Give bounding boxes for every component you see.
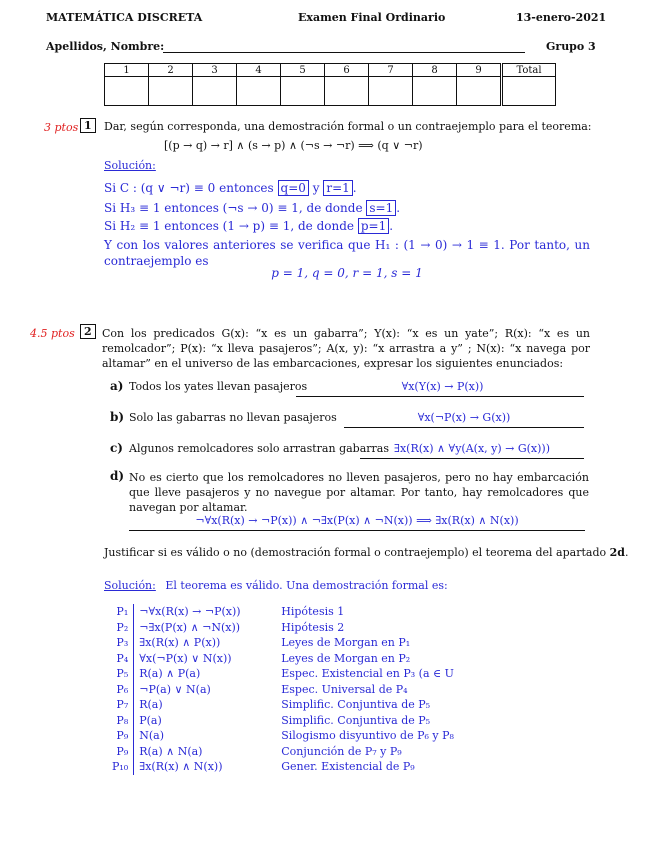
q2d-answer: ¬∀x(R(x) → ¬P(x)) ∧ ¬∃x(P(x) ∧ ¬N(x)) ⟹ ∃x(R(x) ∧ N(x)) bbox=[195, 514, 519, 527]
proof-justification: Hipótesis 2 bbox=[281, 620, 345, 634]
grade-col-header: 6 bbox=[325, 64, 369, 77]
proof-step: ¬∃x(P(x) ∧ ¬N(x)) bbox=[139, 620, 241, 634]
exam-title: Examen Final Ordinario bbox=[298, 11, 446, 24]
proof-row bbox=[108, 682, 458, 698]
proof-row bbox=[108, 713, 458, 729]
proof-justification: Hipótesis 1 bbox=[281, 605, 345, 618]
q2-number-box: 2 bbox=[80, 324, 96, 339]
name-line bbox=[163, 52, 525, 53]
proof-justification: Leyes de Morgan en P₂ bbox=[281, 651, 411, 665]
proof-justification: Espec. Existencial en P₃ (a ∈ U bbox=[281, 667, 454, 680]
grade-col-header: 9 bbox=[457, 64, 502, 77]
q2-justify: Justificar si es válido o no (demostración formal o contraejemplo) el teorema del apartado 2d. bbox=[104, 546, 629, 559]
proof-index: P₄ bbox=[108, 651, 134, 667]
proof-justification: Simplific. Conjuntiva de P₅ bbox=[281, 698, 431, 711]
proof-index: P₁ bbox=[108, 604, 134, 620]
course-title: MATEMÁTICA DISCRETA bbox=[46, 11, 203, 24]
proof-justification: Simplific. Conjuntiva de P₅ bbox=[281, 713, 431, 727]
proof-index: P₉ bbox=[108, 728, 134, 744]
proof-index: P₉ bbox=[108, 744, 134, 760]
proof-justification: Conjunción de P₇ y P₉ bbox=[281, 744, 402, 758]
q1-box-r: r=1 bbox=[323, 180, 352, 196]
q2c-line bbox=[360, 458, 584, 459]
q2b-line bbox=[344, 427, 584, 428]
grade-cell bbox=[105, 77, 149, 106]
q2c-answer: ∃x(R(x) ∧ ∀y(A(x, y) → G(x))) bbox=[393, 442, 551, 455]
proof-step: N(a) bbox=[139, 729, 165, 742]
q1-points: 3 ptos bbox=[44, 121, 79, 134]
q1-counterexample: p = 1, q = 0, r = 1, s = 1 bbox=[271, 266, 423, 280]
proof-row bbox=[108, 635, 458, 651]
q1-line3: Si H₂ ≡ 1 entonces (1 → p) ≡ 1, de donde p=1 . bbox=[104, 219, 394, 233]
q2b-answer: ∀x(¬P(x) → G(x)) bbox=[417, 411, 511, 424]
proof-step: R(a) ∧ P(a) bbox=[139, 667, 201, 680]
proof-step: R(a) bbox=[139, 698, 163, 711]
q2b-text: Solo las gabarras no llevan pasajeros bbox=[129, 411, 337, 424]
q2d-line bbox=[129, 530, 585, 531]
q2d-text: No es cierto que los remolcadores no lleven pasajeros, pero no hay embarcación que lleve pasajeros y no navegue por altamar. Por tanto, hay remolcadores que navegan por altamar. bbox=[129, 471, 589, 514]
grade-cell bbox=[325, 77, 369, 106]
q1-box-s: s=1 bbox=[366, 200, 396, 216]
proof-index: P₆ bbox=[108, 682, 134, 698]
q1-solution-label: Solución: bbox=[104, 159, 156, 172]
grade-cell bbox=[369, 77, 413, 106]
q1-box-q: q=0 bbox=[278, 180, 309, 196]
proof-step: P(a) bbox=[139, 713, 162, 727]
q2a-answer: ∀x(Y(x) → P(x)) bbox=[401, 380, 484, 393]
q2a-label: a) bbox=[110, 379, 124, 393]
q1-number bbox=[80, 119, 96, 132]
exam-date: 13-enero-2021 bbox=[516, 11, 607, 24]
q2a-text: Todos los yates llevan pasajeros bbox=[129, 380, 308, 393]
proof-justification: Leyes de Morgan en P₁ bbox=[281, 636, 411, 649]
grade-col-header-total: Total bbox=[502, 64, 556, 77]
grade-col-header: 3 bbox=[193, 64, 237, 77]
q1-box-p: p=1 bbox=[358, 218, 389, 234]
q2-points: 4.5 ptos bbox=[30, 327, 75, 340]
q2c-text: Algunos remolcadores solo arrastran gabarras bbox=[129, 442, 389, 455]
q1-line2: Si H₃ ≡ 1 entonces (¬s → 0) ≡ 1, de donde s=1 . bbox=[104, 201, 401, 215]
proof-step: ∀x(¬P(x) ∨ N(x)) bbox=[139, 651, 232, 665]
proof-step: ∃x(R(x) ∧ N(x)) bbox=[139, 760, 223, 773]
q1-line1-mid: y bbox=[312, 181, 320, 195]
proof-row bbox=[108, 728, 458, 744]
q2-solution bbox=[104, 579, 448, 592]
grade-table bbox=[104, 63, 556, 106]
q2a-line bbox=[296, 396, 584, 397]
q1-line1: Si C : (q ∨ ¬r) ≡ 0 entonces q=0 y r=1 . bbox=[104, 181, 357, 195]
grade-col-header: 5 bbox=[281, 64, 325, 77]
grade-cell-total bbox=[502, 77, 556, 106]
q2b-label: b) bbox=[110, 410, 125, 424]
proof-row bbox=[108, 620, 458, 636]
grade-col-header: 8 bbox=[413, 64, 457, 77]
proof-row bbox=[108, 666, 458, 682]
grade-cell bbox=[281, 77, 325, 106]
proof-index: P₈ bbox=[108, 713, 134, 729]
proof-row bbox=[108, 759, 458, 775]
q2c-label: c) bbox=[110, 441, 123, 455]
q1-line2-text: Si H₃ ≡ 1 entonces (¬s → 0) ≡ 1, de donde bbox=[104, 201, 363, 215]
q2-solution-text: El teorema es válido. Una demostración formal es: bbox=[165, 579, 448, 592]
proof-row bbox=[108, 604, 458, 620]
q2d-label: d) bbox=[110, 469, 125, 483]
grade-col-header: 7 bbox=[369, 64, 413, 77]
q2-justify-ref: 2d bbox=[609, 546, 625, 559]
q1-number-box: 1 bbox=[80, 118, 96, 133]
q1-theorem: [(p → q) → r] ∧ (s → p) ∧ (¬s → ¬r) ⟹ (q ∨ ¬r) bbox=[164, 139, 423, 152]
group-label: Grupo 3 bbox=[546, 40, 596, 53]
grade-cell bbox=[237, 77, 281, 106]
grade-cell bbox=[413, 77, 457, 106]
proof-index: P₂ bbox=[108, 620, 134, 636]
proof-step: ¬P(a) ∨ N(a) bbox=[139, 682, 211, 696]
proof-justification: Silogismo disyuntivo de P₆ y P₈ bbox=[281, 729, 454, 742]
proof-justification: Espec. Universal de P₄ bbox=[281, 682, 408, 696]
q1-statement: Dar, según corresponda, una demostración formal o un contraejemplo para el teorema: bbox=[104, 120, 592, 133]
proof-step: ∃x(R(x) ∧ P(x)) bbox=[139, 636, 221, 649]
proof-step: R(a) ∧ N(a) bbox=[139, 744, 203, 758]
proof-index: P₃ bbox=[108, 635, 134, 651]
proof-index: P₇ bbox=[108, 697, 134, 713]
q1-line4: Y con los valores anteriores se verifica que H₁ : (1 → 0) → 1 ≡ 1. Por tanto, un contraejemplo es bbox=[104, 238, 590, 268]
proof-step: ¬∀x(R(x) → ¬P(x)) bbox=[139, 605, 241, 618]
grade-cell bbox=[457, 77, 502, 106]
grade-col-header: 2 bbox=[149, 64, 193, 77]
grade-cell bbox=[149, 77, 193, 106]
name-label: Apellidos, Nombre: bbox=[46, 40, 165, 53]
q2-justify-text: Justificar si es válido o no (demostración formal o contraejemplo) el teorema del apartado bbox=[104, 546, 607, 559]
q2-number bbox=[80, 325, 96, 338]
proof-row bbox=[108, 744, 458, 760]
grade-cell bbox=[193, 77, 237, 106]
q2-solution-label: Solución: bbox=[104, 579, 156, 592]
proof-table bbox=[108, 604, 458, 775]
proof-row bbox=[108, 697, 458, 713]
proof-index: P₅ bbox=[108, 666, 134, 682]
q2-intro: Con los predicados G(x): “x es un gabarra”; Y(x): “x es un yate”; R(x): “x es un remolcador”; P(x): “x lleva pasajeros”; A(x, y): “x arrastra a y” ; N(x): “x navega por altamar” en el universo de las embarcaciones, expresar los siguientes enunciados: bbox=[102, 327, 590, 370]
q1-line1-text: Si C : (q ∨ ¬r) ≡ 0 entonces bbox=[104, 181, 274, 195]
grade-col-header: 1 bbox=[105, 64, 149, 77]
q1-line3-text: Si H₂ ≡ 1 entonces (1 → p) ≡ 1, de donde bbox=[104, 219, 355, 233]
proof-index: P₁₀ bbox=[108, 759, 134, 775]
proof-row bbox=[108, 651, 458, 667]
proof-justification: Gener. Existencial de P₉ bbox=[281, 760, 415, 773]
grade-col-header: 4 bbox=[237, 64, 281, 77]
